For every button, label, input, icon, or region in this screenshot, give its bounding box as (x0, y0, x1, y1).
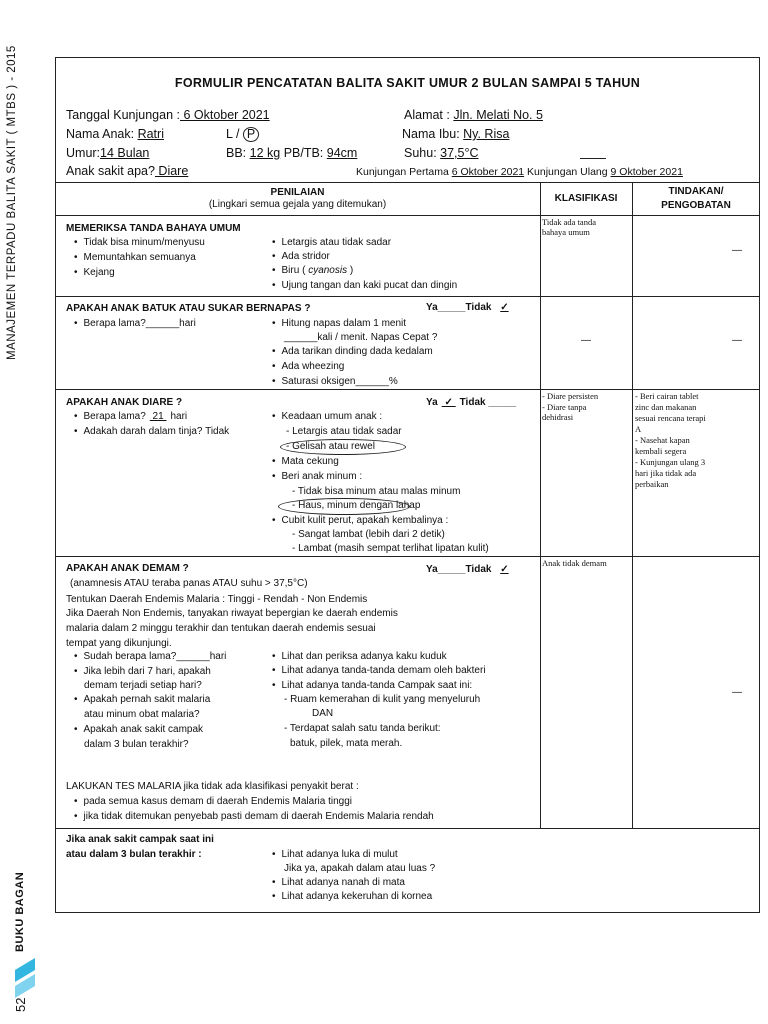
bb-field (226, 146, 357, 160)
row-line-3 (55, 556, 760, 557)
demam-tidak: Tidak (465, 564, 495, 575)
circle-mark (280, 439, 406, 455)
diare-lama-label: Berapa lama? (83, 411, 146, 422)
diare-tindakan-9: perbaikan (635, 479, 669, 489)
list-item: • Cubit kulit perut, apakah kembalinya : (272, 514, 448, 528)
demam-non-endemis-3: tempat yang dikunjungi. (66, 638, 172, 649)
suhu-extra-line (580, 158, 606, 159)
bb-value: 12 kg (249, 146, 281, 160)
nama-anak-value: Ratri (137, 127, 164, 141)
demam-tindakan: — (732, 687, 742, 698)
pbtb-label: PB/TB: (280, 146, 327, 160)
list-item: - Lambat (masih sempat terlihat lipatan kulit) (292, 543, 489, 554)
demam-heading: APAKAH ANAK DEMAM ? (66, 563, 189, 574)
list-item: • Adakah darah dalam tinja? Tidak (74, 425, 229, 439)
tanggal-field (66, 108, 270, 122)
list-item: dalam 3 bulan terakhir? (84, 739, 189, 750)
batuk-klasifikasi: — (581, 335, 591, 346)
suhu-value: 37,5°C (440, 146, 479, 160)
bahaya-tindakan: — (732, 245, 742, 256)
tindakan-header-1: TINDAKAN/ (668, 186, 724, 197)
batuk-ya: Ya_____ (426, 302, 466, 313)
diare-ya: Ya (426, 397, 438, 408)
bb-label: BB: (226, 146, 250, 160)
campak-heading-1: Jika anak sakit campak saat ini (66, 834, 214, 845)
suhu-label: Suhu: (404, 146, 441, 160)
list-item: - Ruam kemerahan di kulit yang menyeluruh (284, 694, 481, 705)
form-title: FORMULIR PENCATATAN BALITA SAKIT UMUR 2 BULAN SAMPAI 5 TAHUN (174, 76, 641, 90)
diare-tindakan-2: zinc dan makanan (635, 402, 697, 412)
list-item: • Berapa lama?______hari (74, 317, 196, 331)
list-item: • Ujung tangan dan kaki pucat dan dingin (272, 279, 457, 293)
nama-anak-field (66, 127, 164, 141)
list-item: • Keadaan umum anak : (272, 410, 382, 424)
diare-tidak: Tidak _____ (459, 397, 517, 408)
diare-tindakan-6: kembali segera (635, 446, 687, 456)
bahaya-klasifikasi-2: bahaya umum (542, 227, 590, 237)
gender-label: L / (226, 127, 243, 141)
alamat-value: Jln. Melati No. 5 (453, 108, 543, 122)
demam-klasifikasi: Anak tidak demam (542, 558, 607, 568)
gender-field (226, 127, 259, 142)
nama-ibu-label: Nama Ibu: (402, 127, 464, 141)
kunjungan-ulang-label: Kunjungan Ulang (524, 166, 611, 178)
diare-tindakan-7: - Kunjungan ulang 3 (635, 457, 706, 467)
table-top-line (55, 182, 760, 183)
col-line-2 (632, 182, 633, 828)
row-line-2 (55, 389, 760, 390)
batuk-ya-tidak (426, 301, 515, 315)
diare-klasifikasi-1: - Diare persisten (542, 391, 599, 401)
list-item: • pada semua kasus demam di daerah Endemis Malaria tinggi (74, 795, 352, 809)
penilaian-subheader: (Lingkari semua gejala yang ditemukan) (208, 199, 387, 210)
diare-tindakan-8: hari jika tidak ada (635, 468, 697, 478)
list-item (74, 410, 187, 424)
demam-anamnesis: (anamnesis ATAU teraba panas ATAU suhu > 37,5°C) (70, 578, 308, 589)
list-item: • Tidak bisa minum/menyusu (74, 236, 205, 250)
diare-lama-value: 21 (149, 411, 167, 422)
diare-klasifikasi-2: - Diare tanpa (542, 402, 587, 412)
batuk-heading: APAKAH ANAK BATUK ATAU SUKAR BERNAPAS ? (66, 303, 311, 314)
umur-label: Umur: (66, 146, 101, 160)
list-item: • Apakah anak sakit campak (74, 723, 203, 737)
list-item: - Letargis atau tidak sadar (286, 426, 402, 437)
col-line-1 (540, 182, 541, 828)
nama-anak-label: Nama Anak: (66, 127, 138, 141)
sidebar-title-text: MANAJEMEN TERPADU BALITA SAKIT ( MTBS ) - 2015 (6, 45, 18, 360)
penilaian-header: PENILAIAN (270, 187, 325, 198)
pbtb-value: 94cm (326, 146, 358, 160)
cyanosis-pre: Biru ( (281, 265, 309, 276)
list-item: - Terdapat salah satu tanda berikut: (284, 723, 441, 734)
tanggal-label: Tanggal Kunjungan : (66, 108, 180, 122)
suhu-field (404, 146, 479, 160)
list-item: • Jika lebih dari 7 hari, apakah (74, 665, 211, 679)
diare-tindakan-1: - Beri cairan tablet (635, 391, 699, 401)
list-item: • Beri anak minum : (272, 470, 362, 484)
list-item: - Sangat lambat (lebih dari 2 detik) (292, 529, 445, 540)
diare-ya-check: ✓ (441, 397, 456, 408)
batuk-tidak: Tidak (465, 302, 495, 313)
list-item: • Ada stridor (272, 250, 330, 264)
list-item: • jika tidak ditemukan penyebab pasti demam di daerah Endemis Malaria rendah (74, 810, 434, 824)
tanggal-value: 6 Oktober 2021 (179, 108, 270, 122)
alamat-field (404, 108, 543, 122)
list-item: • Lihat adanya nanah di mata (272, 876, 405, 890)
demam-ya-tidak (426, 563, 515, 577)
list-item: • Lihat dan periksa adanya kaku kuduk (272, 650, 447, 664)
list-item: • Ada wheezing (272, 360, 344, 374)
kunjungan-pertama-label: Kunjungan Pertama (356, 166, 452, 178)
diare-lama-unit: hari (170, 411, 188, 422)
list-item: demam terjadi setiap hari? (84, 680, 202, 691)
diare-tindakan-5: - Nasehat kapan (635, 435, 690, 445)
decorative-stripe-icon (15, 958, 35, 998)
cyanosis-post: ) (347, 265, 354, 276)
list-item: • Lihat adanya tanda-tanda demam oleh bakteri (272, 664, 486, 678)
sakit-value: Diare (154, 164, 189, 178)
diare-tindakan-3: sesuai rencana terapi (635, 413, 706, 423)
list-item (272, 264, 353, 278)
list-item: Jika ya, apakah dalam atau luas ? (284, 863, 436, 874)
tindakan-header-2: PENGOBATAN (661, 200, 731, 211)
list-item: • Ada tarikan dinding dada kedalam (272, 345, 433, 359)
list-item: • Saturasi oksigen______% (272, 375, 398, 389)
batuk-tindakan: — (732, 335, 742, 346)
page-number: 52 (13, 997, 28, 1012)
gender-value: P (243, 127, 259, 142)
bahaya-klasifikasi-1: Tidak ada tanda (542, 217, 596, 227)
alamat-label: Alamat : (404, 108, 454, 122)
diare-tindakan-4: A (635, 424, 642, 434)
circle-mark (278, 498, 410, 515)
demam-endemis: Tentukan Daerah Endemis Malaria : Tinggi - Rendah - Non Endemis (66, 594, 368, 605)
row-line-4 (55, 828, 760, 829)
list-item: batuk, pilek, mata merah. (290, 738, 403, 749)
klasifikasi-header: KLASIFIKASI (554, 193, 618, 204)
bahaya-heading: MEMERIKSA TANDA BAHAYA UMUM (66, 223, 241, 234)
demam-tidak-check: ✓ (500, 564, 509, 575)
batuk-tidak-check: ✓ (500, 302, 509, 313)
header-bottom-line (55, 215, 760, 216)
demam-ya: Ya_____ (426, 564, 466, 575)
kunjungan-field (356, 166, 683, 178)
list-item: • Memuntahkan semuanya (74, 251, 196, 265)
row-line-1 (55, 296, 760, 297)
diare-ya-tidak (426, 396, 516, 410)
campak-heading-2: atau dalam 3 bulan terakhir : (66, 849, 202, 860)
diare-klasifikasi-3: dehidrasi (542, 412, 574, 422)
sidebar-title (2, 30, 28, 370)
list-item: • Kejang (74, 266, 115, 280)
list-item: - Tidak bisa minum atau malas minum (292, 486, 461, 497)
kunjungan-ulang-value: 9 Oktober 2021 (610, 166, 683, 178)
nama-ibu-field (402, 127, 509, 141)
list-item: atau minum obat malaria? (84, 709, 200, 720)
umur-value: 14 Bulan (100, 146, 150, 160)
sakit-field (66, 164, 188, 178)
book-label: BUKU BAGAN (14, 871, 26, 952)
list-item: • Apakah pernah sakit malaria (74, 693, 210, 707)
sakit-label: Anak sakit apa? (66, 164, 155, 178)
umur-field (66, 146, 149, 160)
list-item: • Hitung napas dalam 1 menit (272, 317, 406, 331)
cyanosis-word: cyanosis (308, 265, 348, 276)
list-item: • Lihat adanya luka di mulut (272, 848, 398, 862)
list-item-circled: - Haus, minum dengan lahap (292, 500, 421, 511)
list-item: • Letargis atau tidak sadar (272, 236, 391, 250)
list-item: DAN (312, 708, 334, 719)
diare-heading: APAKAH ANAK DIARE ? (66, 397, 183, 408)
list-item: • Mata cekung (272, 455, 339, 469)
list-item: ______kali / menit. Napas Cepat ? (284, 332, 438, 343)
list-item-circled: - Gelisah atau rewel (286, 441, 375, 452)
nama-ibu-value: Ny. Risa (463, 127, 510, 141)
list-item: • Lihat adanya tanda-tanda Campak saat ini: (272, 679, 472, 693)
demam-non-endemis-2: malaria dalam 2 minggu terakhir dan tentukan daerah endemis sesuai (66, 623, 376, 634)
list-item: • Lihat adanya kekeruhan di kornea (272, 890, 432, 904)
kunjungan-pertama-value: 6 Oktober 2021 (451, 166, 525, 178)
sidebar-footer (0, 832, 40, 1024)
demam-non-endemis-1: Jika Daerah Non Endemis, tanyakan riwayat bepergian ke daerah endemis (66, 608, 398, 619)
list-item: • Sudah berapa lama?______hari (74, 650, 226, 664)
tes-malaria-text: LAKUKAN TES MALARIA jika tidak ada klasifikasi penyakit berat : (66, 781, 359, 792)
